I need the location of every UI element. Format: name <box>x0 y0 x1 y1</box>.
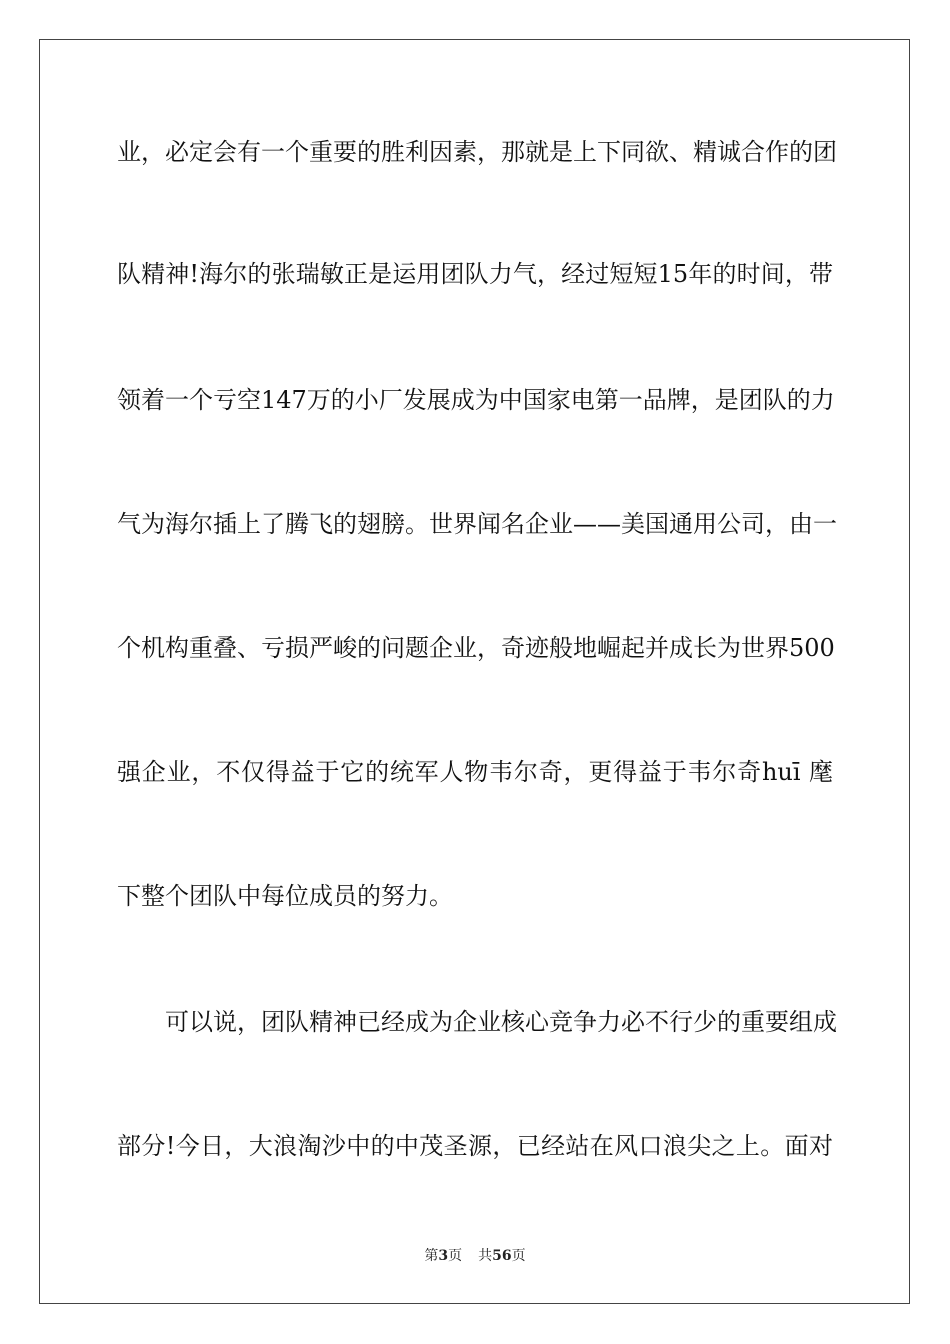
text-line-7: 下整个团队中每位成员的努力。 <box>117 882 453 910</box>
text-line-5: 个机构重叠、亏损严峻的问题企业，奇迹般地崛起并成长为世界500 <box>117 634 835 662</box>
text-line-2: 队精神!海尔的张瑞敏正是运用团队力气，经过短短15年的时间，带 <box>117 260 833 288</box>
text-line-3: 领着一个亏空147万的小厂发展成为中国家电第一品牌，是团队的力 <box>117 386 835 414</box>
text-line-1: 业，必定会有一个重要的胜利因素，那就是上下同欲、精诚合作的团 <box>117 138 837 166</box>
page-border <box>39 39 910 1304</box>
total-prefix: 共 <box>478 1248 493 1264</box>
page-number: 3 <box>438 1248 449 1264</box>
total-suffix: 页 <box>511 1248 526 1264</box>
page-footer <box>0 1246 950 1266</box>
text-line-8: 可以说，团队精神已经成为企业核心竞争力必不行少的重要组成 <box>165 1008 837 1036</box>
page-suffix: 页 <box>448 1248 463 1264</box>
text-line-4: 气为海尔插上了腾飞的翅膀。世界闻名企业——美国通用公司，由一 <box>117 510 837 538</box>
text-line-6: 强企业，不仅得益于它的统军人物韦尔奇，更得益于韦尔奇huī 麾 <box>117 758 833 786</box>
page-prefix: 第 <box>424 1248 439 1264</box>
total-pages: 56 <box>492 1248 512 1264</box>
text-line-9: 部分!今日，大浪淘沙中的中茂圣源，已经站在风口浪尖之上。面对 <box>117 1132 833 1160</box>
